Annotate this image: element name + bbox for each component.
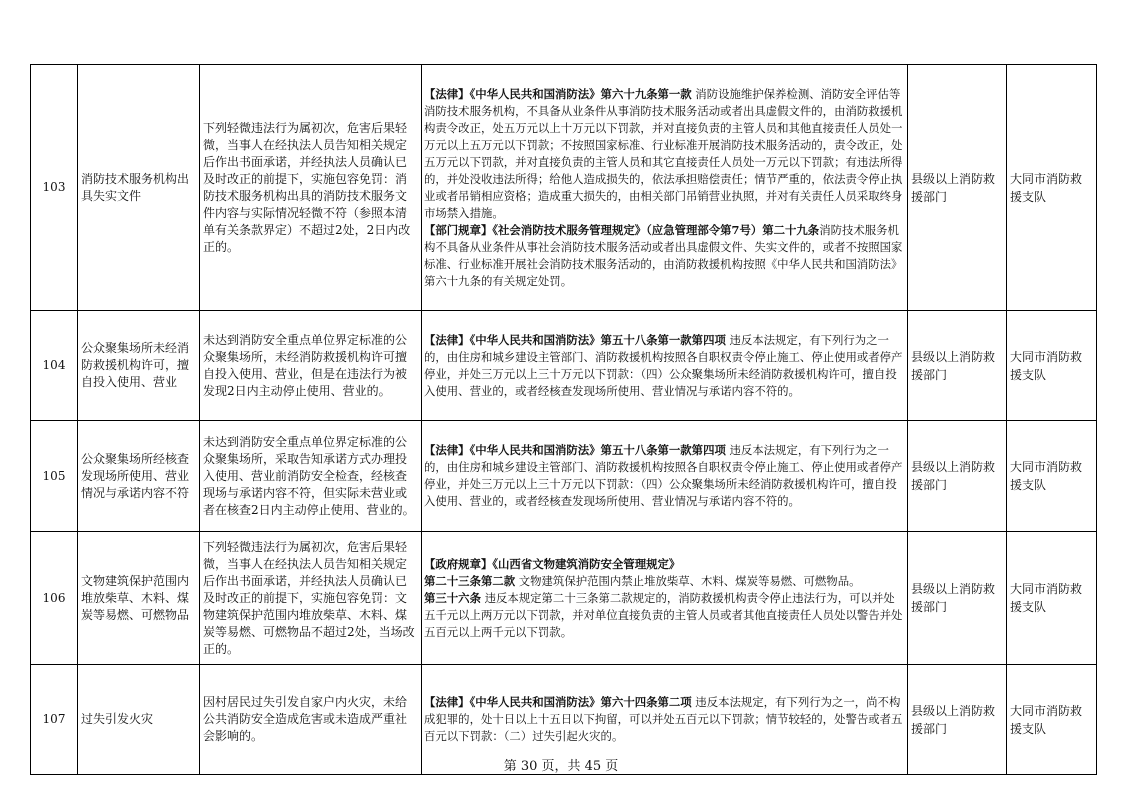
row-number: 105 — [31, 421, 78, 532]
enforcement-department: 县级以上消防救援部门 — [908, 311, 1007, 421]
enforcement-department: 县级以上消防救援部门 — [908, 421, 1007, 532]
enforcement-department: 县级以上消防救援部门 — [908, 532, 1007, 665]
basis-heading: 【法律】《中华人民共和国消防法》第五十八条第一款第四项 — [424, 443, 726, 457]
basis-heading: 【法律】《中华人民共和国消防法》第五十八条第一款第四项 — [424, 332, 726, 347]
basis-text: 违反本规定第二十三条第二款规定的，消防救援机构责令停止违法行为，可以并处五千元以上两万元以下罚款，并对单位直接负责的主管人员或者其他直接责任人员处以警告并处五百元以上两千元以下罚款。 — [424, 590, 903, 639]
violation-item: 消防技术服务机构出具失实文件 — [78, 65, 200, 311]
row-number: 107 — [31, 665, 78, 775]
basis-text: 违反本法规定，有下列行为之一的，由住房和城乡建设主管部门、消防救援机构按照各自职权责令停止施工、停止使用或者停产停业，并处三万元以上三十万元以下罚款：（四）公众聚集场所未经消防救援机构许可，擅自投入使用、营业的，或者经核查发现场所使用、营业情况与承诺内容不符的。 — [424, 443, 903, 508]
row-number: 104 — [31, 311, 78, 421]
basis-text: 违反本法规定，有下列行为之一，尚不构成犯罪的，处十日以上十五日以下拘留，可以并处五百元以下罚款；情节较轻的，处警告或者五百元以下罚款：（二）过失引起火灾的。 — [424, 695, 903, 743]
basis-heading: 【部门规章】《社会消防技术服务管理规定》（应急管理部令第7号）第二十九条 — [424, 222, 820, 237]
basis-clause — [424, 573, 905, 590]
basis-clause — [424, 86, 905, 222]
basis-clause — [424, 332, 905, 400]
basis-text: 文物建筑保护范围内禁止堆放柴草、木料、煤炭等易燃、可燃物品。 — [515, 573, 861, 588]
basis-clause — [424, 694, 905, 745]
penalty-exemption-table — [30, 64, 1097, 775]
violation-item: 公众聚集场所未经消防救援机构许可，擅自投入使用、营业 — [78, 311, 200, 421]
legal-basis — [422, 532, 908, 665]
basis-heading: 【法律】《中华人民共和国消防法》第六十四条第二项 — [424, 695, 692, 709]
page-number-footer: 第 30 页，共 45 页 — [503, 759, 619, 774]
enforcement-department: 县级以上消防救援部门 — [908, 665, 1007, 775]
table-row — [31, 311, 1097, 421]
violation-item: 公众聚集场所经核查发现场所使用、营业情况与承诺内容不符 — [78, 421, 200, 532]
basis-text: 违反本法规定，有下列行为之一的，由住房和城乡建设主管部门、消防救援机构按照各自职权责令停止施工、停止使用或者停产停业，并处三万元以上三十万元以下罚款：（四）公众聚集场所未经消防救援机构许可，擅自投入使用、营业的，或者经核查发现场所使用、营业情况与承诺内容不符的。 — [424, 332, 903, 398]
basis-text: 消防设施维护保养检测、消防安全评估等消防技术服务机构，不具备从业条件从事消防技术服务活动或者出具虚假文件的，由消防救援机构责令改正，处五万元以上十万元以下罚款，并对直接负责的主管人员和其他直接责任人员处一万元以上五万元以下罚款；不按照国家标准、行业标准开展消防技术服务活动的，责令改正，处五万元以下罚款，并对直接负责的主管人员和其它直接责任人员处一万元以下罚款；有违法所得的，并处没收违法所得；给他人造成损失的，依法承担赔偿责任；情节严重的，依法责令停止执业或者吊销相应资格；造成重大损失的，由相关部门吊销营业执照，并对有关责任人员采取终身市场禁入措施。 — [424, 86, 903, 220]
row-number: 106 — [31, 532, 78, 665]
basis-clause — [424, 590, 905, 641]
table-row — [31, 421, 1097, 532]
table-row — [31, 65, 1097, 311]
violation-item: 文物建筑保护范围内堆放柴草、木料、煤炭等易燃、可燃物品 — [78, 532, 200, 665]
violation-item: 过失引发火灾 — [78, 665, 200, 775]
basis-clause — [424, 442, 905, 510]
executing-unit: 大同市消防救援支队 — [1007, 532, 1097, 665]
executing-unit: 大同市消防救援支队 — [1007, 421, 1097, 532]
basis-heading: 【政府规章】《山西省文物建筑消防安全管理规定》 — [424, 556, 681, 571]
executing-unit: 大同市消防救援支队 — [1007, 311, 1097, 421]
basis-heading: 第二十三条第二款 — [424, 573, 516, 588]
exemption-condition: 下列轻微违法行为属初次，危害后果轻微，当事人在经执法人员告知相关规定后作出书面承诺，并经执法人员确认已及时改正的前提下，实施包容免罚：消防技术服务机构出具的消防技术服务文件内容与实际情况轻微不符（参照本清单有关条款界定）不超过2处，2日内改正的。 — [200, 65, 422, 311]
legal-basis — [422, 421, 908, 532]
table-row — [31, 532, 1097, 665]
basis-clause — [424, 556, 905, 573]
exemption-condition: 未达到消防安全重点单位界定标准的公众聚集场所，未经消防救援机构许可擅自投入使用、营业，但是在违法行为被发现2日内主动停止使用、营业的。 — [200, 311, 422, 421]
enforcement-department: 县级以上消防救援部门 — [908, 65, 1007, 311]
basis-text: 消防技术服务机构不具备从业条件从事社会消防技术服务活动或者出具虚假文件、失实文件的，或者不按照国家标准、行业标准开展社会消防技术服务活动的，由消防救援机构按照《中华人民共和国消防法》第六十九条的有关规定处罚。 — [424, 222, 903, 288]
basis-clause — [424, 222, 905, 290]
row-number: 103 — [31, 65, 78, 311]
legal-basis — [422, 65, 908, 311]
exemption-condition: 未达到消防安全重点单位界定标准的公众聚集场所，采取告知承诺方式办理投入使用、营业前消防安全检查，经核查现场与承诺内容不符，但实际未营业或者在核查2日内主动停止使用、营业的。 — [200, 421, 422, 532]
executing-unit: 大同市消防救援支队 — [1007, 65, 1097, 311]
basis-heading: 第三十六条 — [424, 590, 481, 605]
basis-heading: 【法律】《中华人民共和国消防法》第六十九条第一款 — [424, 86, 692, 101]
executing-unit: 大同市消防救援支队 — [1007, 665, 1097, 775]
legal-basis — [422, 311, 908, 421]
exemption-condition: 因村居民过失引发自家户内火灾，未给公共消防安全造成危害或未造成严重社会影响的。 — [200, 665, 422, 775]
exemption-condition: 下列轻微违法行为属初次，危害后果轻微，当事人在经执法人员告知相关规定后作出书面承诺，并经执法人员确认已及时改正的前提下，实施包容免罚：文物建筑保护范围内堆放柴草、木料、煤炭等易燃、可燃物品不超过2处，当场改正的。 — [200, 532, 422, 665]
